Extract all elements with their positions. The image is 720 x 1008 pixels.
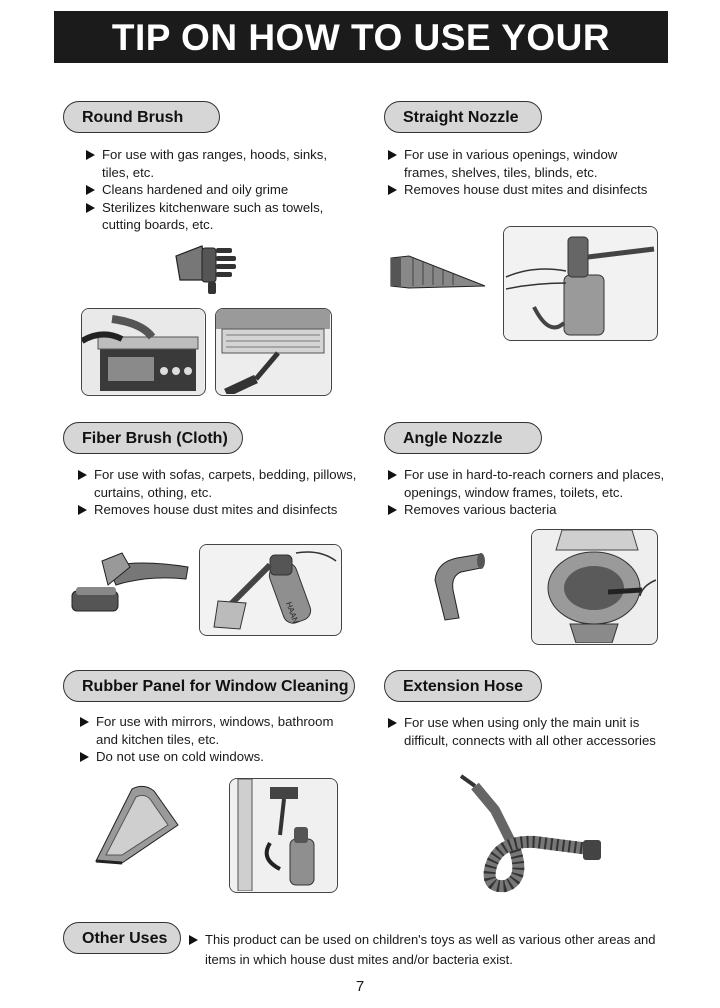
bullet-text: Do not use on cold windows. [96,749,264,764]
bullet-item [78,466,378,501]
angle-nozzle-illustration [427,550,485,622]
section-label-angle-nozzle: Angle Nozzle [384,422,542,454]
bullet-text: For use with sofas, carpets, bedding, pillows, curtains, othing, etc. [94,467,357,500]
page-number: 7 [355,978,365,995]
angle-nozzle-bullets [388,466,673,519]
fiber-brush-bullets [78,466,378,519]
bullet-item [388,714,663,749]
bullet-arrow-icon [78,505,87,515]
fiber-brush-illustration [68,545,192,617]
bullet-arrow-icon [80,752,89,762]
bullet-arrow-icon [388,150,397,160]
bullet-text: Removes house dust mites and disinfects [94,502,338,517]
section-label-extension-hose: Extension Hose [384,670,542,702]
bullet-text: For use when using only the main unit is difficult, connects with all other accessories [404,715,656,748]
range-hood-cleaning-photo [215,308,332,396]
other-uses-description: This product can be used on children's toys as well as various other areas and items in which house dust mites and/or bacteria exist. [205,932,656,967]
bullet-item [388,146,658,181]
bullet-item [388,466,673,501]
bullet-item [86,181,356,199]
bullet-arrow-icon [86,185,95,195]
rubber-panel-bullets [80,713,350,766]
other-uses-text [189,930,675,970]
bullet-text: Removes various bacteria [404,502,557,517]
section-label-straight-nozzle: Straight Nozzle [384,101,542,133]
bullet-item [80,748,350,766]
bullet-arrow-icon [78,470,87,480]
stove-cleaning-photo [81,308,206,396]
bullet-arrow-icon [388,718,397,728]
bullet-text: For use in various openings, window frames, shelves, tiles, blinds, etc. [404,147,618,180]
bullet-text: For use with mirrors, windows, bathroom and kitchen tiles, etc. [96,714,334,747]
round-brush-bullets [86,146,356,234]
section-label-other-uses: Other Uses [63,922,181,954]
device-brand-text: HAAN [284,600,301,625]
bullet-item [388,501,673,519]
window-frame-cleaning-photo [503,226,658,341]
bullet-arrow-icon [189,935,198,945]
bullet-item [86,146,356,181]
section-label-round-brush: Round Brush [63,101,220,133]
bullet-arrow-icon [388,470,397,480]
bullet-item [78,501,378,519]
sofa-cleaning-photo [199,544,342,636]
straight-nozzle-bullets [388,146,658,199]
window-squeegee-photo [229,778,338,893]
bullet-item [86,199,356,234]
bullet-text: Removes house dust mites and disinfects [404,182,648,197]
straight-nozzle-illustration [389,252,487,292]
toilet-cleaning-photo [531,529,658,645]
bullet-text: For use with gas ranges, hoods, sinks, tiles, etc. [102,147,328,180]
bullet-text: Sterilizes kitchenware such as towels, cutting boards, etc. [102,199,324,232]
bullet-arrow-icon [388,505,397,515]
bullet-arrow-icon [86,203,95,213]
section-label-rubber-panel: Rubber Panel for Window Cleaning [63,670,355,702]
bullet-arrow-icon [80,717,89,727]
section-label-fiber-brush: Fiber Brush (Cloth) [63,422,243,454]
bullet-item [388,181,658,199]
bullet-arrow-icon [388,185,397,195]
round-brush-illustration [172,240,242,296]
page-title: TIP ON HOW TO USE YOUR [54,11,668,63]
bullet-item [80,713,350,748]
rubber-panel-illustration [92,781,180,865]
bullet-arrow-icon [86,150,95,160]
extension-hose-illustration [455,770,605,896]
extension-hose-bullets [388,714,663,749]
bullet-text: For use in hard-to-reach corners and places, openings, window frames, toilets, etc. [404,467,665,500]
bullet-text: Cleans hardened and oily grime [102,182,289,197]
